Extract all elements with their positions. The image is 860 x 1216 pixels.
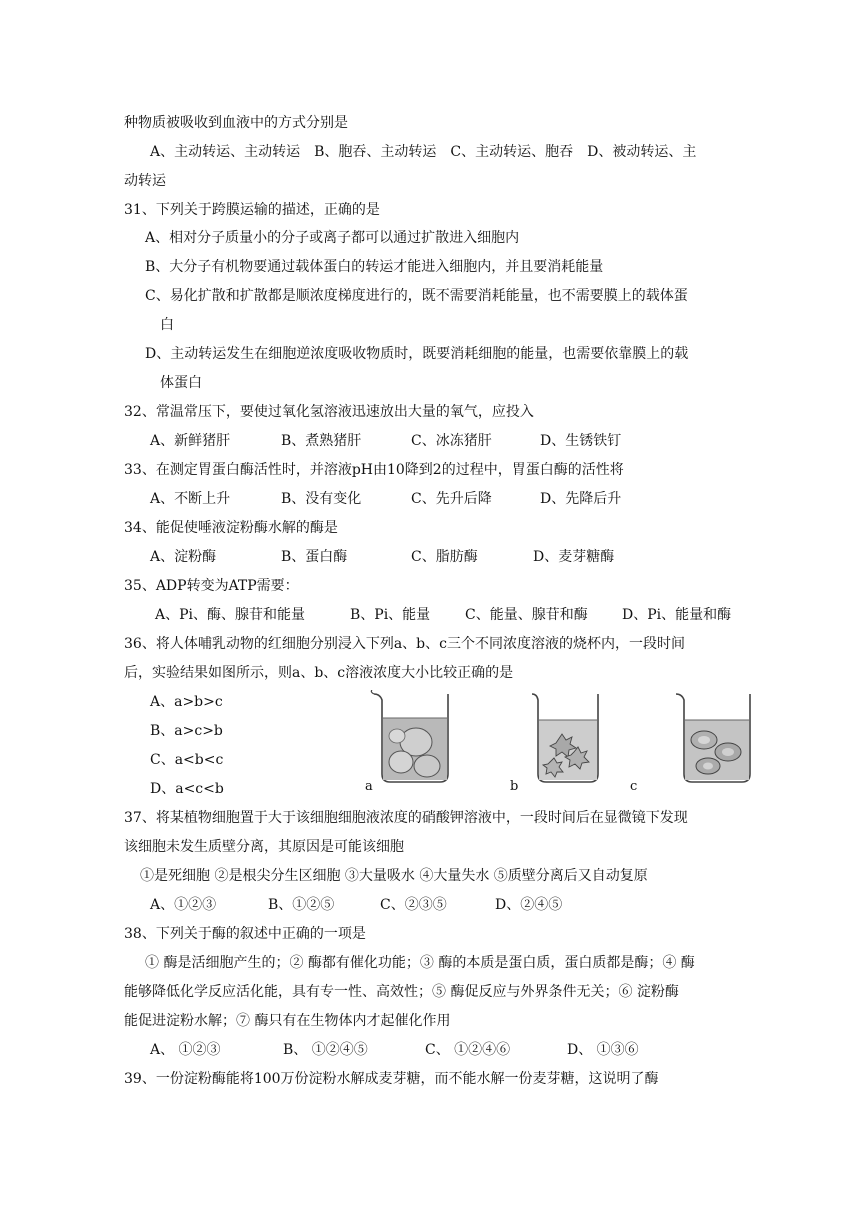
q38-statement-1: ① 酶是活细胞产生的；② 酶都有催化功能；③ 酶的本质是蛋白质，蛋白质都是酶；④ 酶 <box>145 955 695 971</box>
q36-option-b: B、a>c>b <box>150 723 223 739</box>
q37-option-b: B、①②⑤ <box>268 897 335 913</box>
q34-option-d: D、麦芽糖酶 <box>533 549 615 565</box>
q30-line3: 动转运 <box>124 173 166 189</box>
q34-option-c: C、脂肪酶 <box>411 549 478 565</box>
beaker-c-image <box>672 690 760 786</box>
q38-option-b: B、 ①②④⑤ <box>283 1042 368 1058</box>
q38-statement-3: 能促进淀粉水解；⑦ 酶只有在生物体内才起催化作用 <box>124 1013 451 1029</box>
q31-stem: 31、下列关于跨膜运输的描述，正确的是 <box>124 202 380 218</box>
q36-option-d: D、a<c<b <box>150 781 224 797</box>
q37-option-a: A、①②③ <box>150 897 217 913</box>
beaker-c-label: c <box>630 779 638 794</box>
q33-option-a: A、不断上升 <box>150 491 231 507</box>
q34-option-a: A、淀粉酶 <box>150 549 217 565</box>
q32-option-c: C、冰冻猪肝 <box>411 433 492 449</box>
q37-option-d: D、②④⑤ <box>495 897 563 913</box>
q32-option-a: A、新鲜猪肝 <box>150 433 231 449</box>
q35-stem: 35、ADP转变为ATP需要： <box>124 578 299 594</box>
q39-stem: 39、一份淀粉酶能将100万份淀粉水解成麦芽糖，而不能水解一份麦芽糖，这说明了酶 <box>124 1071 659 1087</box>
beaker-a-label: a <box>365 779 373 794</box>
q34-option-b: B、蛋白酶 <box>281 549 348 565</box>
q35-option-b: B、Pi、能量 <box>350 607 431 623</box>
q37-stem: 37、将某植物细胞置于大于该细胞细胞液浓度的硝酸钾溶液中，一段时间后在显微镜下发现 <box>124 810 688 826</box>
q35-option-c: C、能量、腺苷和酶 <box>465 607 588 623</box>
beaker-b-label: b <box>510 779 519 794</box>
q31-option-c: C、易化扩散和扩散都是顺浓度梯度进行的，既不需要消耗能量，也不需要膜上的载体蛋 <box>145 288 688 304</box>
q34-stem: 34、能促使唾液淀粉酶水解的酶是 <box>124 520 338 536</box>
q36-option-c: C、a<b<c <box>150 752 224 768</box>
q32-option-b: B、煮熟猪肝 <box>281 433 362 449</box>
q38-option-d: D、 ①③⑥ <box>567 1042 639 1058</box>
q31-option-a: A、相对分子质量小的分子或离子都可以通过扩散进入细胞内 <box>145 230 520 246</box>
q30-line1: 种物质被吸收到血液中的方式分别是 <box>124 115 348 131</box>
q31-option-d: D、主动转运发生在细胞逆浓度吸收物质时，既要消耗细胞的能量，也需要依靠膜上的载 <box>145 346 689 362</box>
q37-stem-cont: 该细胞未发生质壁分离，其原因是可能该细胞 <box>124 839 404 855</box>
q32-stem: 32、常温常压下，要使过氧化氢溶液迅速放出大量的氧气，应投入 <box>124 404 534 420</box>
q36-stem: 36、将人体哺乳动物的红细胞分别浸入下列a、b、c三个不同浓度溶液的烧杯内，一段时间 <box>124 636 685 652</box>
q38-option-c: C、 ①②④⑥ <box>425 1042 511 1058</box>
q38-statement-2: 能够降低化学反应活化能，具有专一性、高效性；⑤ 酶促反应与外界条件无关；⑥ 淀粉酶 <box>124 984 679 1000</box>
q37-items: ①是死细胞 ②是根尖分生区细胞 ③大量吸水 ④大量失水 ⑤质壁分离后又自动复原 <box>140 868 648 884</box>
q30-options: A、主动转运、主动转运 B、胞吞、主动转运 C、主动转运、胞吞 D、被动转运、主 <box>150 144 697 160</box>
q33-option-b: B、没有变化 <box>281 491 362 507</box>
q37-option-c: C、②③⑤ <box>380 897 447 913</box>
q35-option-d: D、Pi、能量和酶 <box>622 607 732 623</box>
q33-stem: 33、在测定胃蛋白酶活性时，并溶液pH由10降到2的过程中，胃蛋白酶的活性将 <box>124 462 624 478</box>
beaker-b-image <box>528 690 606 786</box>
q33-option-d: D、先降后升 <box>540 491 622 507</box>
q31-option-b: B、大分子有机物要通过载体蛋白的转运才能进入细胞内，并且要消耗能量 <box>145 259 604 275</box>
q36-option-a: A、a>b>c <box>150 694 223 710</box>
beaker-a-image <box>370 690 458 786</box>
q35-option-a: A、Pi、酶、腺苷和能量 <box>155 607 306 623</box>
q36-stem-cont: 后，实验结果如图所示，则a、b、c溶液浓度大小比较正确的是 <box>124 665 514 681</box>
q31-option-c-cont: 白 <box>160 317 174 333</box>
q38-stem: 38、下列关于酶的叙述中正确的一项是 <box>124 926 366 942</box>
q32-option-d: D、生锈铁钉 <box>540 433 622 449</box>
q33-option-c: C、先升后降 <box>411 491 492 507</box>
q31-option-d-cont: 体蛋白 <box>160 375 202 391</box>
q38-option-a: A、 ①②③ <box>150 1042 221 1058</box>
